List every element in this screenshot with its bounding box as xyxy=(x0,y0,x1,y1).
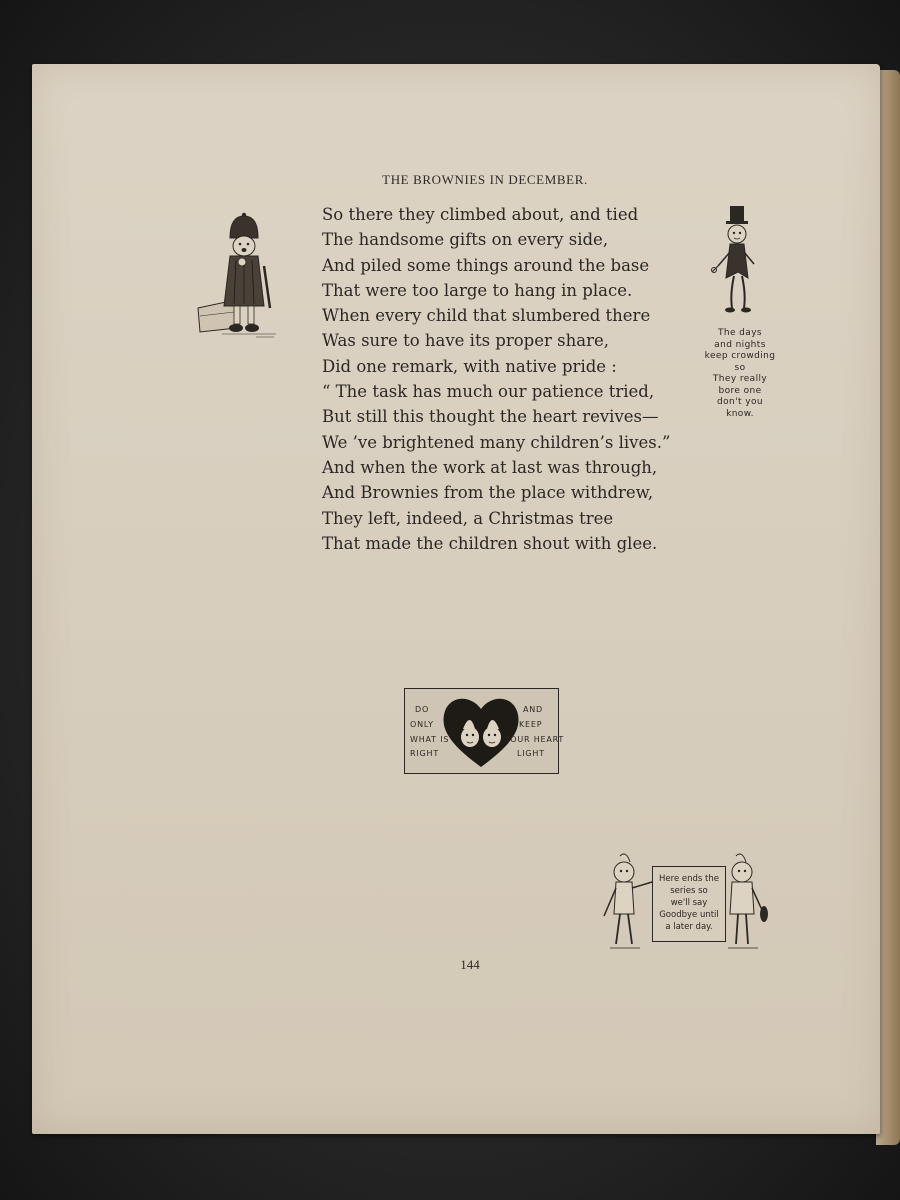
sign-line: Goodbye until xyxy=(659,910,719,920)
illustration-caption xyxy=(690,328,790,420)
sign-line: a later day. xyxy=(665,922,713,932)
poem-line: And piled some things around the base xyxy=(322,255,650,275)
heart-icon xyxy=(405,689,557,772)
poem-line: When every child that slumbered there xyxy=(322,306,651,326)
caption-line: keep crowding xyxy=(704,351,776,361)
page-number: 144 xyxy=(460,957,480,972)
poem-line: “ The task has much our patience tried, xyxy=(322,382,655,402)
poem-text xyxy=(322,202,702,556)
running-head: THE BROWNIES IN DECEMBER. xyxy=(382,172,588,187)
sign-line: series so xyxy=(670,886,708,896)
top-hat-brownie-illustration xyxy=(708,202,764,322)
sign-text xyxy=(653,873,725,933)
caption-line: know. xyxy=(726,408,754,419)
motto-left-line: RIGHT xyxy=(410,749,440,758)
caption-line: and nights xyxy=(714,339,766,350)
poem-line: But still this thought the heart revives— xyxy=(322,407,659,427)
poem-line: We ’ve brightened many children’s lives.” xyxy=(322,432,671,452)
motto-left-line: WHAT IS xyxy=(410,735,450,744)
poem-line: And when the work at last was through, xyxy=(322,457,658,477)
motto-right-line: AND xyxy=(523,705,544,714)
poem-line: Was sure to have its proper share, xyxy=(322,331,609,351)
farewell-sign xyxy=(652,866,726,942)
poem-line: That made the children shout with glee. xyxy=(322,533,658,553)
heart-motto-box xyxy=(404,688,565,774)
caption-line: They really xyxy=(712,374,768,384)
caption-line: so xyxy=(734,362,746,373)
caption-line: don't you xyxy=(717,397,763,407)
motto-right-line: KEEP xyxy=(519,720,543,729)
poem-line: That were too large to hang in place. xyxy=(322,280,633,300)
motto-right-line: LIGHT xyxy=(517,749,545,758)
poem-line: And Brownies from the place withdrew, xyxy=(322,483,654,503)
sign-line: we'll say xyxy=(670,898,708,908)
poem-line: They left, indeed, a Christmas tree xyxy=(322,508,614,528)
motto-left-line: DO xyxy=(415,705,430,714)
poem-line: So there they climbed about, and tied xyxy=(322,205,639,224)
sign-line: Here ends the xyxy=(659,874,719,884)
motto-right-line: YOUR HEART xyxy=(505,735,565,744)
caption-line: The days xyxy=(717,328,763,338)
poem-line: The handsome gifts on every side, xyxy=(322,230,609,250)
poem-line: Did one remark, with native pride : xyxy=(322,356,617,376)
caption-line: bore one xyxy=(718,385,762,396)
motto-left-line: ONLY xyxy=(410,720,434,729)
brownie-policeman-illustration xyxy=(196,210,278,342)
